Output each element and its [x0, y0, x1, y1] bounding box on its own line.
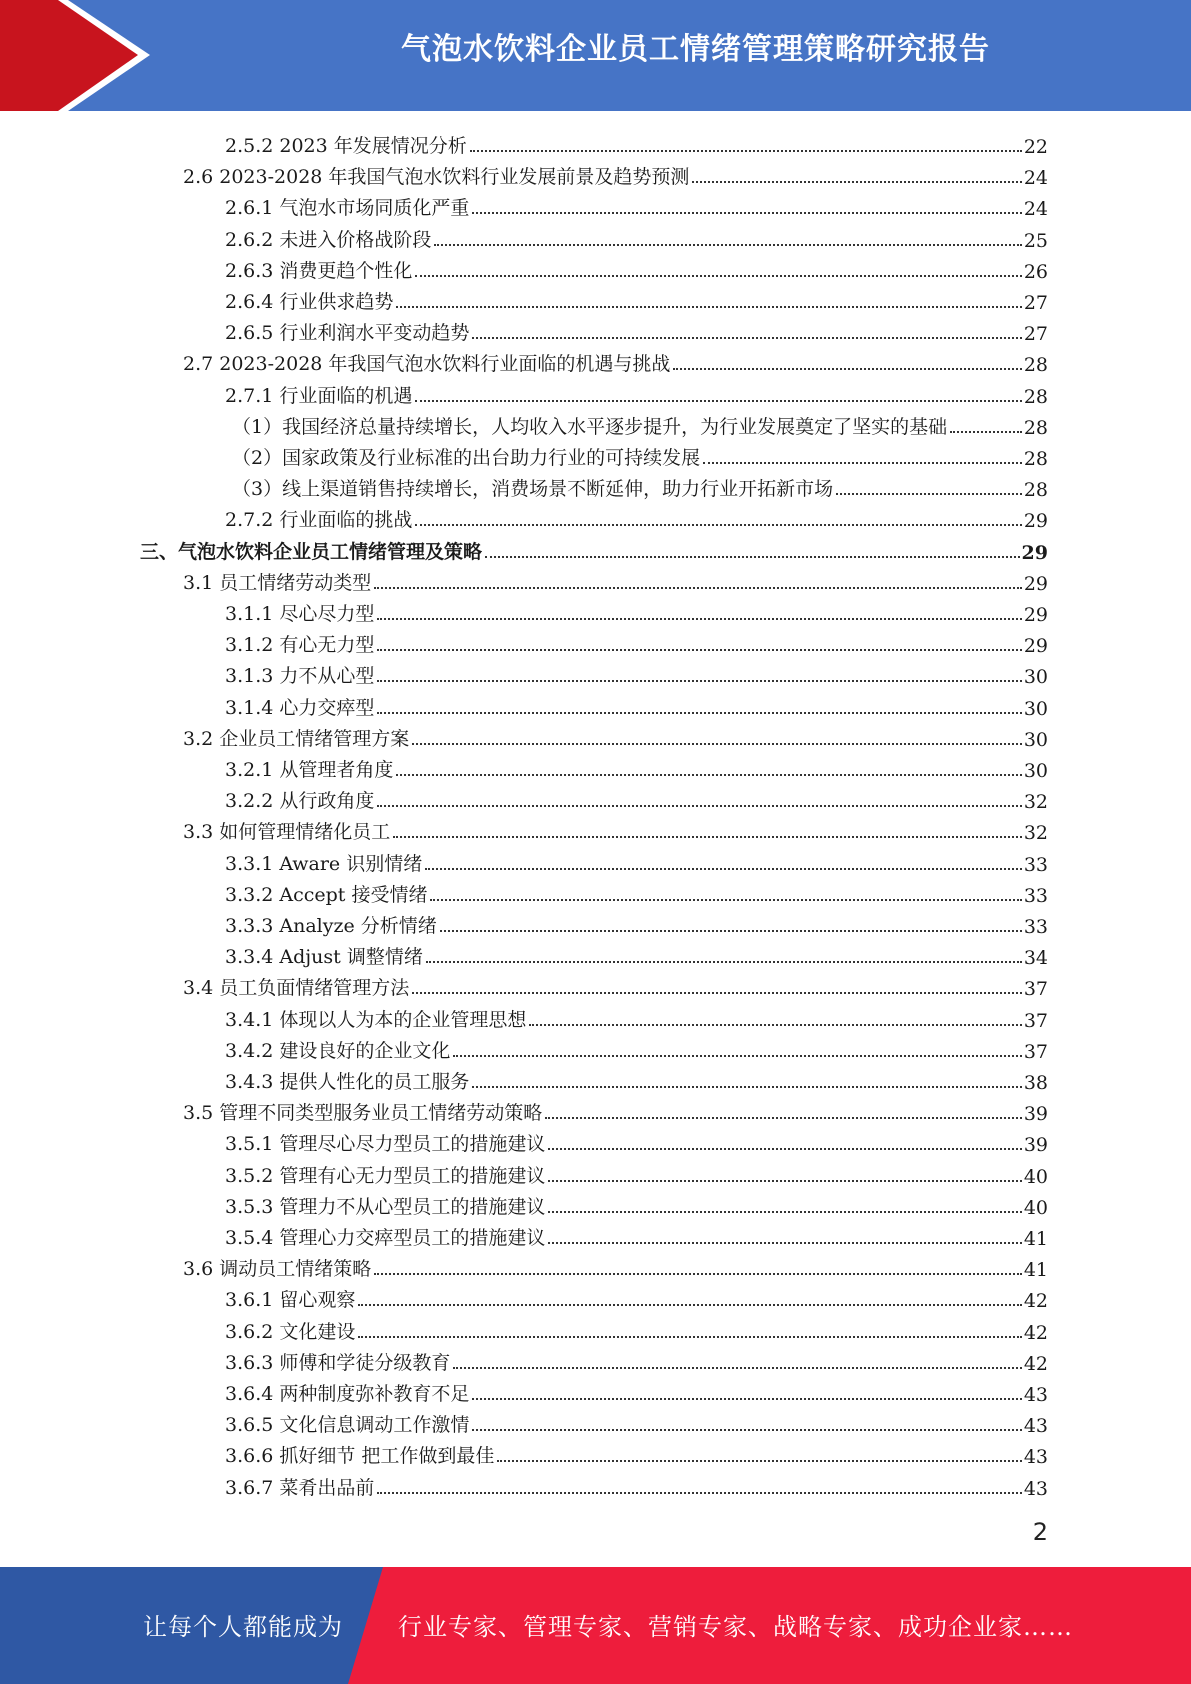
toc-entry-label: 3.6.2 文化建设: [225, 1320, 356, 1343]
toc-leader-dots: [472, 1086, 1021, 1088]
toc-entry[interactable]: [225, 1406, 1048, 1437]
toc-entry-label: 3.6.6 抓好细节 把工作做到最佳: [225, 1445, 495, 1468]
page-footer: [0, 1567, 1191, 1684]
toc-leader-dots: [692, 181, 1021, 183]
toc-leader-dots: [415, 275, 1021, 277]
toc-leader-dots: [440, 930, 1022, 932]
toc-entry[interactable]: [225, 314, 1048, 345]
toc-entry-label: 2.7.1 行业面临的机遇: [225, 384, 413, 407]
toc-entry-label: 3.1.1 尽心尽力型: [225, 603, 375, 625]
toc-leader-dots: [673, 368, 1021, 370]
toc-entry-label: 3.1.4 心力交瘁型: [225, 696, 375, 719]
toc-entry-page: 27: [1023, 292, 1048, 314]
toc-entry[interactable]: [183, 1250, 1048, 1281]
footer-slogan-right: 行业专家、管理专家、营销专家、战略专家、成功企业家……: [398, 1613, 1073, 1641]
toc-leader-dots: [548, 1180, 1021, 1182]
toc-entry-page: 43: [1023, 1446, 1048, 1469]
toc-leader-dots: [396, 306, 1021, 308]
toc-leader-dots: [412, 992, 1022, 994]
toc-entry[interactable]: [225, 189, 1048, 220]
toc-entry[interactable]: [232, 439, 1048, 470]
toc-entry-page: 27: [1023, 323, 1048, 346]
toc-leader-dots: [425, 868, 1022, 870]
toc-entry-page: 38: [1023, 1072, 1048, 1094]
toc-leader-dots: [472, 212, 1021, 214]
toc-entry-label: （3）线上渠道销售持续增长，消费场景不断延伸，助力行业开拓新市场: [232, 478, 834, 501]
toc-entry-label: 3.5.3 管理力不从心型员工的措施建议: [225, 1195, 546, 1218]
toc-entry-page: 33: [1023, 884, 1048, 907]
toc-leader-dots: [548, 1148, 1021, 1150]
toc-leader-dots: [836, 493, 1022, 495]
toc-entry-page: 43: [1023, 1477, 1048, 1500]
toc-leader-dots: [377, 680, 1021, 682]
toc-leader-dots: [545, 1117, 1022, 1119]
toc-entry-page: 32: [1023, 791, 1048, 814]
toc-leader-dots: [548, 1211, 1021, 1213]
toc-leader-dots: [396, 774, 1021, 776]
footer-slogan-left: 让每个人都能成为: [143, 1613, 343, 1641]
toc-entry[interactable]: [225, 1125, 1048, 1156]
toc-entry-page: 33: [1023, 916, 1048, 938]
toc-entry[interactable]: [225, 1157, 1048, 1188]
toc-entry-label: 3.5.4 管理心力交瘁型员工的措施建议: [225, 1227, 546, 1249]
toc-entry-label: 3.6.1 留心观察: [225, 1289, 356, 1312]
toc-leader-dots: [472, 337, 1021, 339]
toc-leader-dots: [472, 1398, 1021, 1400]
toc-entry[interactable]: [225, 283, 1048, 314]
toc-entry-label: 3.3.3 Analyze 分析情绪: [225, 915, 437, 937]
toc-entry-page: 42: [1023, 1321, 1048, 1344]
toc-entry[interactable]: [225, 1313, 1048, 1344]
toc-entry-label: 3.3.2 Accept 接受情绪: [225, 883, 428, 906]
toc-entry[interactable]: [225, 595, 1048, 626]
toc-entry-page: 29: [1023, 635, 1048, 658]
toc-entry-page: 30: [1023, 666, 1048, 689]
toc-leader-dots: [485, 556, 1020, 558]
toc-entry-label: 3.4.1 体现以人为本的企业管理思想: [225, 1008, 527, 1031]
toc-entry[interactable]: [225, 377, 1048, 408]
toc-entry[interactable]: [232, 408, 1048, 439]
toc-leader-dots: [415, 524, 1021, 526]
toc-entry[interactable]: [225, 1469, 1048, 1500]
toc-entry-label: 3.2.2 从行政角度: [225, 790, 375, 813]
toc-entry-page: 28: [1023, 448, 1048, 470]
toc-entry-page: 28: [1023, 416, 1048, 439]
toc-entry-page: 29: [1023, 510, 1048, 533]
toc-leader-dots: [548, 1242, 1021, 1244]
toc-entry-label: 3.1.3 力不从心型: [225, 665, 375, 688]
toc-entry-page: 29: [1021, 541, 1048, 564]
toc-entry[interactable]: [225, 845, 1048, 876]
toc-entry-label: 2.6.1 气泡水市场同质化严重: [225, 197, 470, 220]
toc-entry-label: 3.1 员工情绪劳动类型: [183, 571, 372, 594]
toc-entry-label: 2.7.2 行业面临的挑战: [225, 509, 413, 532]
toc-entry-label: 3.3 如何管理情绪化员工: [183, 821, 391, 844]
toc-entry[interactable]: [225, 876, 1048, 907]
toc-leader-dots: [377, 649, 1021, 651]
toc-entry-label: 3.6.7 菜肴出品前: [225, 1476, 375, 1499]
toc-leader-dots: [430, 899, 1021, 901]
toc-entry-page: 24: [1023, 198, 1048, 221]
toc-entry-page: 42: [1023, 1352, 1048, 1375]
toc-entry-label: （1）我国经济总量持续增长，人均收入水平逐步提升，为行业发展奠定了坚实的基础: [232, 415, 948, 438]
toc-entry-label: 3.4 员工负面情绪管理方法: [183, 977, 410, 1000]
toc-entry-page: 37: [1023, 1009, 1048, 1032]
toc-entry-page: 43: [1023, 1384, 1048, 1406]
toc-entry-page: 30: [1023, 760, 1048, 782]
toc-leader-dots: [472, 1429, 1021, 1431]
toc-entry-label: （2）国家政策及行业标准的出台助力行业的可持续发展: [232, 447, 701, 469]
toc-leader-dots: [703, 462, 1022, 464]
toc-entry-page: 37: [1023, 978, 1048, 1001]
toc-entry-page: 24: [1023, 167, 1048, 190]
toc-entry[interactable]: [183, 345, 1048, 376]
toc-leader-dots: [377, 805, 1021, 807]
page-header: [0, 0, 1191, 111]
toc-entry-page: 32: [1023, 822, 1048, 845]
toc-entry-label: 3.6.4 两种制度弥补教育不足: [225, 1383, 470, 1405]
toc-entry-page: 25: [1023, 229, 1048, 252]
toc-entry-page: 40: [1023, 1196, 1048, 1219]
toc-entry[interactable]: [225, 1001, 1048, 1032]
toc-leader-dots: [529, 1024, 1021, 1026]
toc-leader-dots: [393, 836, 1022, 838]
toc-entry-page: 43: [1023, 1415, 1048, 1438]
toc-entry[interactable]: [183, 813, 1048, 844]
toc-leader-dots: [358, 1336, 1021, 1338]
toc-entry-page: 39: [1023, 1134, 1048, 1157]
toc-entry[interactable]: [225, 127, 1048, 158]
toc-entry[interactable]: [183, 720, 1048, 751]
toc-leader-dots: [412, 743, 1022, 745]
toc-entry-label: 3.4.2 建设良好的企业文化: [225, 1039, 451, 1062]
toc-leader-dots: [497, 1460, 1021, 1462]
toc-leader-dots: [374, 587, 1022, 589]
toc-entry-label: 三、气泡水饮料企业员工情绪管理及策略: [140, 540, 483, 563]
toc-entry[interactable]: [225, 1188, 1048, 1219]
toc-leader-dots: [415, 400, 1021, 402]
toc-entry[interactable]: [140, 533, 1048, 564]
toc-leader-dots: [377, 618, 1021, 620]
toc-entry[interactable]: [183, 1094, 1048, 1125]
toc-entry[interactable]: [225, 689, 1048, 720]
toc-entry[interactable]: [225, 1375, 1048, 1406]
toc-entry[interactable]: [225, 907, 1048, 938]
toc-entry-page: 41: [1023, 1259, 1048, 1282]
toc-entry-label: 3.6 调动员工情绪策略: [183, 1258, 372, 1281]
toc-entry[interactable]: [232, 470, 1048, 501]
toc-entry[interactable]: [225, 252, 1048, 283]
toc-entry-label: 3.5 管理不同类型服务业员工情绪劳动策略: [183, 1102, 543, 1125]
toc-entry-label: 2.6.4 行业供求趋势: [225, 291, 394, 313]
toc-entry-label: 2.7 2023-2028 年我国气泡水饮料行业面临的机遇与挑战: [183, 353, 671, 376]
toc-entry-page: 28: [1023, 354, 1048, 377]
document-title: 气泡水饮料企业员工情绪管理策略研究报告: [401, 32, 990, 67]
toc-entry-label: 2.5.2 2023 年发展情况分析: [225, 135, 467, 157]
toc-entry[interactable]: [225, 1032, 1048, 1063]
toc-leader-dots: [358, 1304, 1021, 1306]
toc-entry[interactable]: [225, 782, 1048, 813]
toc-leader-dots: [453, 1055, 1021, 1057]
toc-entry[interactable]: [225, 1063, 1048, 1094]
toc-entry[interactable]: [225, 501, 1048, 532]
toc-entry-label: 2.6.2 未进入价格战阶段: [225, 228, 432, 251]
toc-leader-dots: [377, 1492, 1021, 1494]
toc-entry-label: 2.6.3 消费更趋个性化: [225, 259, 413, 282]
toc-entry-page: 39: [1023, 1103, 1048, 1126]
toc-leader-dots: [470, 150, 1022, 152]
toc-entry-page: 37: [1023, 1040, 1048, 1063]
toc-leader-dots: [434, 244, 1021, 246]
toc-entry[interactable]: [225, 1437, 1048, 1468]
toc-entry-label: 2.6.5 行业利润水平变动趋势: [225, 322, 470, 345]
toc-entry-label: 2.6 2023-2028 年我国气泡水饮料行业发展前景及趋势预测: [183, 166, 690, 189]
page-number: 2: [1032, 1518, 1048, 1546]
toc-leader-dots: [453, 1367, 1021, 1369]
toc-entry-page: 28: [1023, 385, 1048, 408]
toc-entry-label: 3.6.3 师傅和学徒分级教育: [225, 1351, 451, 1374]
toc-entry[interactable]: [225, 938, 1048, 969]
toc-entry[interactable]: [225, 1344, 1048, 1375]
toc-entry-page: 22: [1023, 136, 1048, 158]
toc-entry-label: 3.1.2 有心无力型: [225, 634, 375, 657]
toc-entry-page: 29: [1023, 572, 1048, 595]
toc-leader-dots: [950, 431, 1022, 433]
toc-entry[interactable]: [183, 969, 1048, 1000]
toc-entry-label: 3.2.1 从管理者角度: [225, 759, 394, 781]
toc-entry-page: 41: [1023, 1228, 1048, 1250]
toc-entry-page: 42: [1023, 1290, 1048, 1313]
toc-entry-page: 33: [1023, 853, 1048, 876]
toc-entry-label: 3.6.5 文化信息调动工作激情: [225, 1414, 470, 1437]
toc-entry-page: 30: [1023, 697, 1048, 720]
toc-entry-label: 3.5.1 管理尽心尽力型员工的措施建议: [225, 1133, 546, 1156]
toc-entry-page: 29: [1023, 604, 1048, 626]
toc-entry[interactable]: [225, 626, 1048, 657]
toc-entry-label: 3.3.1 Aware 识别情绪: [225, 852, 423, 875]
toc-entry[interactable]: [225, 751, 1048, 782]
toc-entry-page: 26: [1023, 260, 1048, 283]
toc-entry[interactable]: [225, 221, 1048, 252]
toc-entry-label: 3.5.2 管理有心无力型员工的措施建议: [225, 1164, 546, 1187]
toc-entry[interactable]: [225, 657, 1048, 688]
toc-entry-label: 3.3.4 Adjust 调整情绪: [225, 946, 423, 969]
toc-entry-page: 28: [1023, 479, 1048, 502]
toc-entry-page: 30: [1023, 728, 1048, 751]
toc-entry[interactable]: [225, 1281, 1048, 1312]
toc-entry-page: 40: [1023, 1165, 1048, 1188]
toc-entry-label: 3.4.3 提供人性化的员工服务: [225, 1071, 470, 1093]
toc-entry-label: 3.2 企业员工情绪管理方案: [183, 727, 410, 750]
toc-leader-dots: [426, 961, 1022, 963]
toc-entry[interactable]: [183, 158, 1048, 189]
toc-entry[interactable]: [183, 564, 1048, 595]
toc-entry-page: 34: [1023, 947, 1048, 970]
toc-entry[interactable]: [225, 1219, 1048, 1250]
toc-leader-dots: [374, 1273, 1022, 1275]
toc-leader-dots: [377, 712, 1021, 714]
